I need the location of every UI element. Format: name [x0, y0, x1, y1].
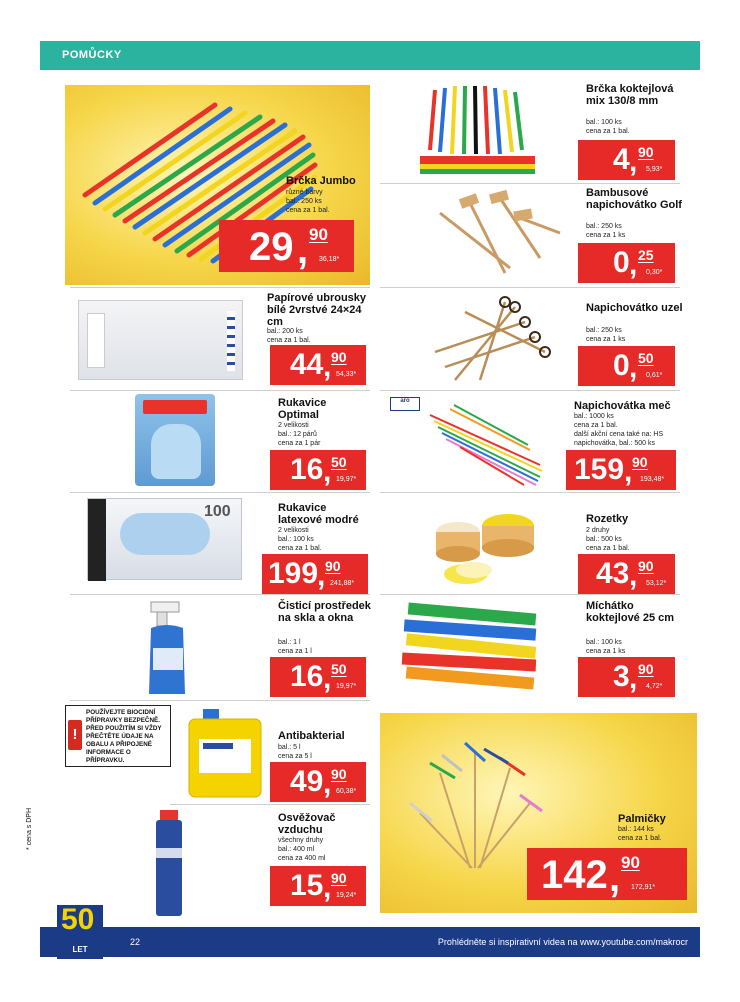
price-cents: 90: [638, 144, 654, 160]
price-cents: 50: [638, 350, 654, 366]
knot-picks-image: [425, 292, 555, 384]
warning-icon: !: [66, 706, 84, 766]
divider: [70, 390, 370, 391]
divider: [380, 183, 680, 184]
divider: [380, 287, 680, 288]
product-title: Rukavice latexové modré: [278, 502, 359, 526]
product-title: Papírové ubrousky bílé 2vrstvé 24×24 cm: [267, 292, 367, 328]
price-tag: [219, 220, 354, 272]
product-title: Palmičky: [618, 813, 666, 825]
price-whole: 43: [596, 557, 630, 590]
rosettes-image: [428, 500, 548, 590]
product-details: bal.: 250 ks cena za 1 ks: [586, 223, 626, 239]
price-tag: [270, 450, 366, 490]
price-vat: 0,30*: [646, 269, 663, 276]
product-title: Antibakterial: [278, 730, 345, 742]
product-title: Čisticí prostředek na skla a okna: [278, 600, 371, 624]
biocide-warning: [65, 705, 171, 767]
napkins-image: [78, 300, 243, 380]
product-details: bal.: 144 ks cena za 1 bal.: [618, 826, 662, 842]
section-header: [40, 41, 700, 70]
price-comma: ,: [624, 455, 633, 488]
price-tag: [270, 657, 366, 697]
product-details: 2 druhy bal.: 500 ks cena za 1 bal.: [586, 527, 630, 552]
product-title: Rukavice Optimal: [278, 397, 327, 421]
price-vat: 54,33*: [336, 371, 357, 378]
divider: [70, 594, 370, 595]
price-tag: [262, 554, 368, 594]
price-cents: 90: [632, 454, 648, 470]
straws-mix-image: [410, 80, 545, 180]
price-tag: [578, 140, 675, 180]
price-whole: 0: [613, 246, 630, 279]
price-comma: ,: [323, 350, 332, 383]
product-title: Rozetky: [586, 513, 629, 525]
price-vat: 0,61*: [646, 372, 663, 379]
product-title: Osvěžovač vzduchu: [278, 812, 336, 836]
price-vat: 19,97*: [336, 476, 357, 483]
product-details: bal.: 100 ks cena za 1 bal.: [586, 119, 630, 135]
price-comma: ,: [297, 228, 309, 272]
footer-bar: [40, 927, 700, 957]
price-whole: 29: [249, 225, 294, 269]
product-title: Brčka Jumbo: [286, 175, 356, 187]
price-comma: ,: [629, 662, 638, 695]
price-whole: 16: [290, 453, 324, 486]
price-cents: 90: [325, 558, 341, 574]
product-title: Bambusové napichovátko Golf: [586, 187, 682, 211]
price-tag: [270, 762, 366, 802]
product-title: Napichovátko uzel: [586, 302, 683, 314]
divider: [70, 700, 370, 701]
price-whole: 142: [541, 853, 608, 897]
bamboo-golf-image: [430, 188, 570, 278]
air-freshener-image: [150, 808, 195, 920]
product-details: bal.: 200 ks cena za 1 bal.: [267, 328, 311, 344]
price-cents: 90: [331, 870, 347, 886]
price-whole: 3: [613, 660, 630, 693]
page-number: 22: [130, 937, 141, 947]
price-cents: 50: [331, 454, 347, 470]
product-details: bal.: 1 l cena za 1 l: [278, 639, 312, 655]
divider: [380, 390, 680, 391]
price-cents: 90: [638, 661, 654, 677]
price-whole: 159: [574, 453, 625, 486]
price-cents: 90: [309, 225, 328, 244]
price-tag: [578, 243, 675, 283]
price-comma: ,: [629, 145, 638, 178]
price-vat: 241,88*: [330, 580, 355, 587]
price-comma: ,: [317, 559, 326, 592]
price-cents: 90: [621, 853, 640, 872]
stirrers-image: [398, 600, 548, 695]
logo-number: 50: [61, 903, 95, 936]
product-details: bal.: 5 l cena za 5 l: [278, 744, 312, 760]
price-tag: [578, 346, 675, 386]
price-cents: 90: [331, 349, 347, 365]
price-comma: ,: [323, 871, 332, 904]
price-whole: 49: [290, 765, 324, 798]
price-whole: 199: [268, 557, 319, 590]
product-title: Napichovátka meč: [574, 400, 671, 412]
price-vat: 19,97*: [336, 683, 357, 690]
anniversary-logo: [57, 905, 103, 959]
price-comma: ,: [323, 455, 332, 488]
price-vat: 5,93*: [646, 166, 663, 173]
product-title: Brčka koktejlová mix 130/8 mm: [586, 83, 674, 107]
aro-badge: aro: [390, 397, 420, 411]
price-vat: 172,91*: [631, 884, 656, 891]
section-title: POMŮCKY: [62, 49, 122, 61]
price-whole: 0: [613, 349, 630, 382]
product-details: všechny druhy bal.: 400 ml cena za 400 ml: [278, 837, 326, 862]
product-details: 2 velikosti bal.: 12 párů cena za 1 pár: [278, 422, 321, 447]
price-tag: [527, 848, 687, 900]
divider: [170, 804, 370, 805]
product-details: bal.: 1000 ks cena za 1 bal. další akční cena také na: HS napichovátka, bal.: 500 ks: [574, 413, 664, 447]
divider: [380, 492, 680, 493]
product-title: Míchátko koktejlové 25 cm: [586, 600, 675, 624]
price-cents: 90: [331, 766, 347, 782]
price-vat: 193,48*: [640, 476, 665, 483]
price-cents: 25: [638, 247, 654, 263]
price-tag: [578, 657, 675, 697]
price-tag: [270, 866, 366, 906]
price-whole: 4: [613, 143, 630, 176]
footer-tagline[interactable]: Prohlédněte si inspirativní videa na www.youtube.com/makrocr: [437, 937, 688, 947]
product-details: různé barvy bal.: 250 ks cena za 1 bal.: [286, 189, 330, 214]
antibacterial-canister-image: [185, 705, 265, 800]
price-comma: ,: [323, 767, 332, 800]
divider: [70, 287, 370, 288]
price-cents: 50: [331, 661, 347, 677]
price-comma: ,: [609, 856, 621, 900]
divider: [380, 594, 680, 595]
glass-cleaner-image: [145, 598, 205, 698]
sword-picks-image: [420, 395, 550, 487]
price-vat: 36,18*: [319, 256, 340, 263]
price-vat: 19,24*: [336, 892, 357, 899]
warning-text: POUŽÍVEJTE BIOCIDNÍ PŘÍPRAVKY BEZPEČNĚ. PŘED POUŽITÍM SI VŽDY PŘEČTĚTE ÚDAJE NA OBALU A PŘIPOJENÉ INFORMACE O PŘÍPRAVKU.: [86, 709, 162, 764]
price-whole: 16: [290, 660, 324, 693]
product-details: 2 velikosti bal.: 100 ks cena za 1 bal.: [278, 527, 322, 552]
divider: [70, 492, 370, 493]
price-whole: 15: [290, 869, 324, 902]
logo-label: LET: [72, 945, 88, 954]
gloves-optimal-image: [135, 394, 215, 486]
product-details: bal.: 100 ks cena za 1 ks: [586, 639, 626, 655]
vat-note: * cena s DPH: [26, 807, 33, 850]
price-comma: ,: [629, 351, 638, 384]
price-vat: 53,12*: [646, 580, 667, 587]
product-details: bal.: 250 ks cena za 1 ks: [586, 327, 626, 343]
price-vat: 60,38*: [336, 788, 357, 795]
price-comma: ,: [629, 248, 638, 281]
price-comma: ,: [323, 662, 332, 695]
price-vat: 4,72*: [646, 683, 663, 690]
price-comma: ,: [629, 559, 638, 592]
gloves-latex-image: 100: [87, 498, 242, 580]
price-tag: [270, 345, 366, 385]
price-tag: [578, 554, 675, 594]
price-tag: [566, 450, 676, 490]
price-whole: 44: [290, 348, 324, 381]
price-cents: 90: [638, 558, 654, 574]
